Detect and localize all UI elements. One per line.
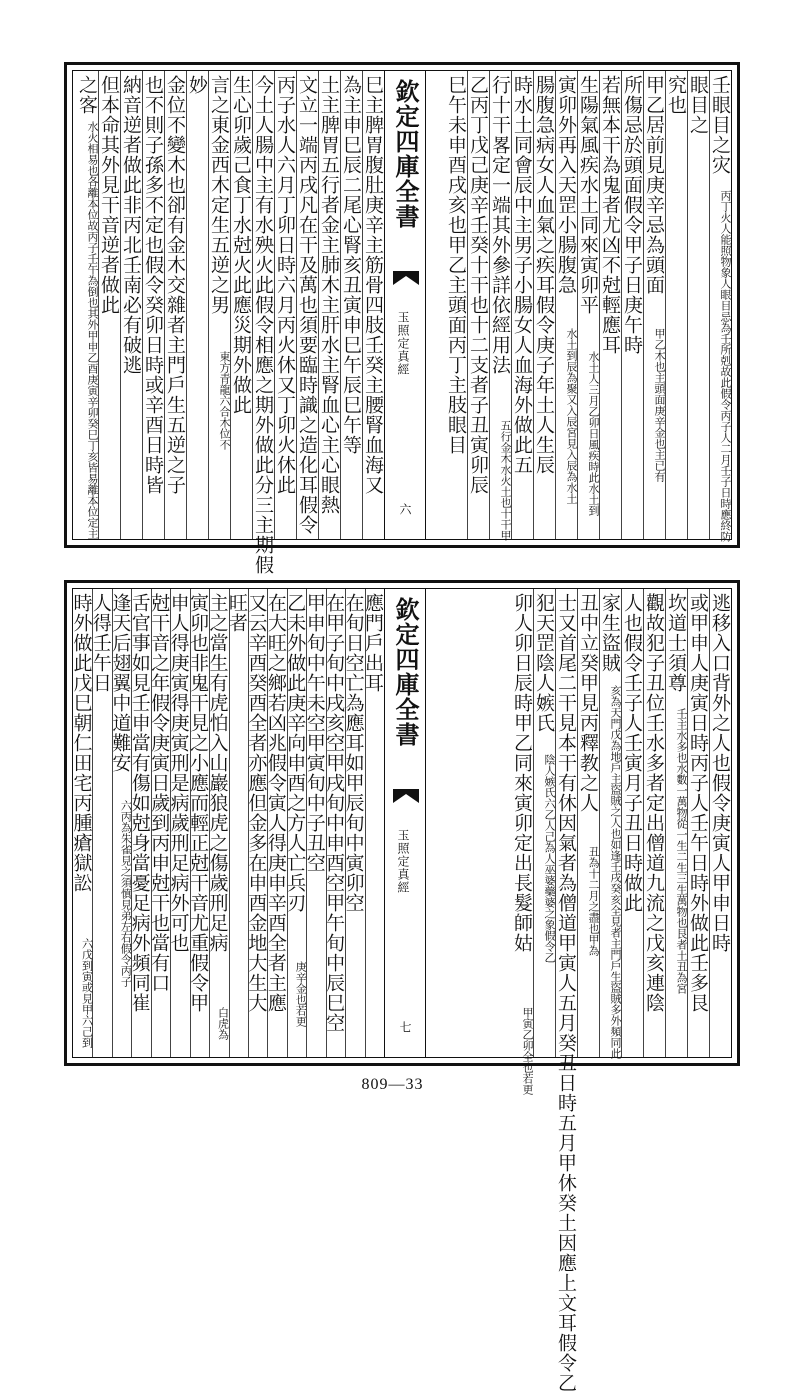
- fish-tail-icon: [393, 789, 419, 803]
- text-column: [599, 589, 621, 1057]
- column-main-text: 觀故犯子丑位壬水多者定出僧道九流之戊亥連陰: [643, 593, 665, 1013]
- column-main-text: 若無本干為鬼者尤凶不尅輕應耳: [599, 75, 621, 355]
- column-main-text: 犯天罡陰人嫉氏: [533, 593, 555, 733]
- text-column: [709, 589, 731, 1057]
- text-column: [245, 589, 268, 1057]
- column-annotation: 丑為十二月之盡也甲為: [587, 846, 600, 956]
- text-column: [89, 589, 112, 1057]
- text-column: [186, 71, 208, 539]
- column-main-text: 逃移入口背外之人也假令庚寅人甲申日時: [709, 593, 731, 953]
- column-main-text: 行十干畧定一端其外參詳依經用法: [489, 75, 511, 375]
- column-annotation: 甲寅乙卯全也若更: [521, 1007, 534, 1095]
- column-main-text: 主之當生有虎怕入山巖狼虎之傷歲刑足病: [206, 593, 229, 953]
- text-column: [362, 71, 384, 539]
- text-column: [340, 71, 362, 539]
- column-annotation: 水土人三月乙卯日風疾時此水土到: [587, 351, 600, 516]
- column-annotation: 丙丁火人能照物象人眼目忌為壬所剋故此假令丙子人二月壬子日時應終防: [719, 190, 732, 542]
- text-column: [318, 71, 340, 539]
- column-main-text: 舌官事如見壬申當有傷如尅身當憂足病外頻同崔: [128, 593, 151, 1013]
- text-column: [109, 589, 133, 1057]
- text-column: [230, 71, 252, 539]
- text-column: [643, 589, 665, 1057]
- top-page-panel: [64, 62, 740, 575]
- text-column: [511, 589, 534, 1095]
- column-main-text: 人也假令壬子人壬寅月子丑日時做此: [621, 593, 643, 913]
- column-main-text: 逢天后翅翼中道難安: [109, 593, 132, 773]
- text-column: [533, 589, 555, 1057]
- column-main-text: 但本命其外見干音逆者做此: [98, 75, 120, 315]
- column-main-text: 人得壬午日: [89, 593, 112, 693]
- column-main-text: 在大旺之鄉若凶兆假令寅人得庚申辛酉全者主應: [264, 593, 287, 1013]
- spine-subtitle: 玉照定真經: [396, 311, 410, 376]
- column-main-text: 丙子水人六月丁卯日時六月丙火休又丁卯火休此: [274, 75, 296, 495]
- text-column: [284, 589, 308, 1057]
- column-annotation: 水火相易也各離本位故丙子壬午為倒也其外甲申乙酉庚寅辛卯癸巳丁亥皆易離本位定主: [86, 121, 99, 539]
- text-column: [643, 71, 665, 539]
- bottom-spine: [384, 589, 426, 1057]
- text-column: [148, 589, 171, 1057]
- column-main-text: 土主脾胃五行者金主肺木主肝水主腎血心主心眼熱: [318, 75, 340, 515]
- column-main-text: 時水土同會辰中主男子小腸女人血海外做此五: [511, 75, 533, 475]
- top-left-text-block: [73, 71, 384, 575]
- text-column: [225, 589, 248, 1057]
- column-main-text: 妙: [186, 75, 208, 95]
- column-main-text: 究也: [665, 75, 687, 115]
- text-column: [577, 589, 599, 1057]
- column-main-text: 寅卯外再入天罡小腸腹急: [555, 75, 577, 295]
- column-main-text: 乙未外做此庚辛向申酉之方人亡兵刃: [284, 593, 307, 913]
- column-main-text: 或甲申人庚寅日時丙子人壬午日時外做此壬多艮: [687, 593, 709, 1013]
- column-main-text: 納音逆者做此非丙北壬南必有破逃: [120, 75, 142, 375]
- top-right-text-block: [420, 71, 732, 542]
- column-annotation: 水土到辰為聚又入辰宮見入辰為水土: [565, 328, 578, 504]
- text-column: [489, 71, 511, 539]
- text-column: [599, 71, 621, 539]
- text-column: [467, 71, 489, 539]
- text-column: [342, 589, 365, 1057]
- top-inner-frame: [72, 70, 732, 575]
- spine-title: 欽定四庫全書: [391, 79, 420, 229]
- column-main-text: 又云辛酉癸酉全者亦應但金多在申酉金地大生大: [245, 593, 268, 1013]
- column-main-text: 巳主脾胃腹肚庚辛主筋骨四肢壬癸主腰腎血海又: [362, 75, 384, 495]
- text-column: [208, 71, 230, 539]
- column-annotation: 庚辛金也若更: [294, 961, 308, 1027]
- column-main-text: 尅干音之年假令庚寅日歲到丙申尅干也當有口: [148, 593, 171, 993]
- column-annotation: 甲乙木也主頭面庚辛金也主已有: [653, 328, 666, 482]
- column-main-text: 眼目之: [687, 75, 709, 135]
- column-annotation: 東方青龍六合木位不: [218, 351, 231, 450]
- text-column: [555, 71, 577, 539]
- column-main-text: 士又首尾二干見本干有休因氣者為僧道甲寅人五月癸丑日時五月甲休癸土因應上文耳假令乙: [555, 593, 577, 1393]
- text-column: [511, 71, 533, 539]
- text-column: [128, 589, 151, 1057]
- column-annotation: 白虎為: [216, 1007, 230, 1040]
- column-annotation: 亥為天門戊為地戶主盜賊之人也如逢壬戌癸亥全見者主門戶生盜賊多外頻同此: [609, 685, 622, 1059]
- text-column: [76, 71, 98, 539]
- column-main-text: 丑中立癸甲見丙釋教之人: [577, 593, 599, 813]
- text-column: [142, 71, 164, 539]
- text-column: [164, 71, 186, 539]
- text-column: [621, 71, 643, 539]
- text-column: [120, 71, 142, 539]
- column-main-text: 應門戶出耳: [362, 593, 384, 693]
- text-column: [555, 589, 577, 1393]
- column-main-text: 卯人卯日辰時甲乙同來寅卯定出長髮師姑: [511, 593, 533, 953]
- text-column: [687, 589, 709, 1057]
- text-column: [274, 71, 296, 539]
- spine-page-number: 六: [398, 503, 412, 515]
- column-main-text: 金位不變木也卻有金木交雜者主門戶生五逆之子: [164, 75, 186, 495]
- text-column: [665, 589, 687, 1057]
- column-main-text: 旺者: [225, 593, 248, 633]
- text-column: [167, 589, 190, 1057]
- text-column: [577, 71, 599, 539]
- column-main-text: 腸腹急病女人血氣之疾耳假令庚子年土人生辰: [533, 75, 555, 475]
- column-annotation: 陰人嫉氏六乙人己為人巫婆藥婆之象假令乙: [543, 754, 556, 963]
- text-column: [70, 589, 94, 1057]
- column-main-text: 乙丙丁戊己庚辛壬癸十干也十二支者子丑寅卯辰: [467, 75, 489, 495]
- text-column: [323, 589, 346, 1057]
- column-main-text: 在旬日空亡為應耳如甲辰旬中寅卯空: [342, 593, 365, 913]
- column-main-text: 巳午未申酉戌亥也甲乙主頭面丙丁主肢眼目: [445, 75, 467, 455]
- column-main-text: 今土人腸中主有水殃火此假令相應之期外做此分三主期假: [252, 75, 274, 575]
- text-column: [264, 589, 287, 1057]
- column-main-text: 為主申巳辰二尾心腎亥丑寅申巳午辰巳午等: [340, 75, 362, 455]
- column-main-text: 甲申旬中午未空甲寅旬中子丑空: [303, 593, 326, 873]
- column-main-text: 生心卯歲己食丁水尅火此應災期外做此: [230, 75, 252, 415]
- column-annotation: 五行金木水火土也十干甲: [499, 420, 512, 541]
- column-main-text: 文立一端丙戌凡在干及萬也須要臨時識之造化耳假令: [296, 75, 318, 535]
- column-main-text: 也不則子孫多不定也假令癸卯日時或辛酉日時皆: [142, 75, 164, 495]
- spine-subtitle: 玉照定真經: [396, 829, 410, 894]
- text-column: [533, 71, 555, 539]
- spine-page-number: 七: [398, 1021, 412, 1033]
- column-main-text: 所傷忌於頭面假令甲子日庚午時: [621, 75, 643, 355]
- text-column: [296, 71, 318, 539]
- column-annotation: 六戊到寅或見甲六己到: [80, 938, 94, 1048]
- column-annotation: 壬主水多也水數一萬物從一生二生三生萬物也艮者土丑為宮: [675, 708, 688, 994]
- text-column: [362, 589, 384, 1057]
- column-main-text: 生陽氣風疾水土同來寅卯平: [577, 75, 599, 315]
- text-column: [252, 71, 274, 575]
- text-column: [445, 71, 467, 539]
- column-main-text: 申人得庚寅得庚寅刑是病歲刑足病外可也: [167, 593, 190, 953]
- folio-number: 809—33: [361, 1076, 424, 1093]
- column-main-text: 之客: [76, 75, 98, 115]
- text-column: [98, 71, 120, 539]
- text-column: [621, 589, 643, 1057]
- column-main-text: 甲乙居前見庚辛忌為頭面: [643, 75, 665, 295]
- text-column: [687, 71, 709, 539]
- bottom-right-text-block: [420, 589, 731, 1393]
- column-main-text: 時外做此戊巳朝仁田宅丙腫瘡獄訟: [70, 593, 93, 893]
- column-main-text: 家生盜賊: [599, 593, 621, 673]
- column-main-text: 寅卯也非鬼干見之小應而輕正尅干音尤重假令甲: [187, 593, 210, 1013]
- text-column: [206, 589, 230, 1057]
- spine-title: 欽定四庫全書: [391, 597, 420, 747]
- column-main-text: 坎道士須尊: [665, 593, 687, 693]
- column-main-text: 言之東金西木定生五逆之男: [208, 75, 230, 315]
- text-column: [709, 71, 732, 542]
- column-annotation: 六丙為朱雀見之須慎見弟左右假令丙子: [119, 800, 133, 987]
- text-column: [303, 589, 326, 1057]
- column-main-text: 壬眼目之灾: [709, 75, 731, 175]
- column-main-text: 在甲子旬中戌亥空甲戌旬中申酉空甲午旬中辰巳空: [323, 593, 346, 1033]
- bottom-left-text-block: [70, 589, 384, 1057]
- text-column: [187, 589, 210, 1057]
- fish-tail-icon: [393, 271, 419, 285]
- text-column: [665, 71, 687, 539]
- top-spine: [384, 71, 426, 539]
